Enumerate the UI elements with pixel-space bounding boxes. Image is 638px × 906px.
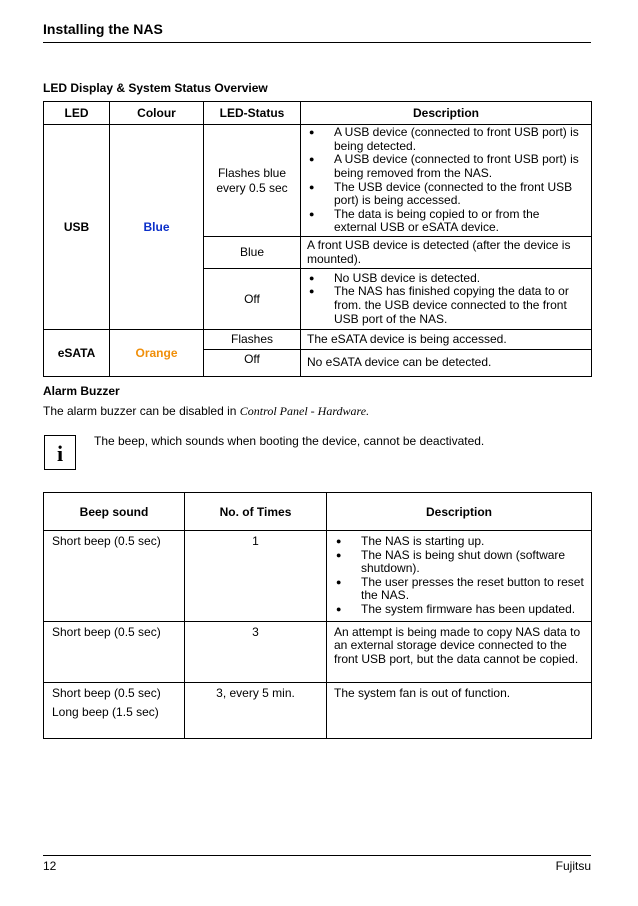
beep-sound-cell bbox=[44, 682, 185, 738]
description-cell: No eSATA device can be detected. bbox=[301, 350, 592, 377]
beep-sound-cell: Short beep (0.5 sec) bbox=[44, 621, 185, 682]
led-table-header-row bbox=[44, 102, 592, 125]
table-row bbox=[44, 330, 592, 350]
description-cell: The system fan is out of function. bbox=[327, 682, 592, 738]
led-colour-blue: Blue bbox=[110, 125, 204, 330]
description-cell: A front USB device is detected (after the device is mounted). bbox=[301, 237, 592, 269]
led-name-usb: USB bbox=[44, 125, 110, 330]
list-item: ● The data is being copied to or from the external USB or eSATA device. bbox=[307, 208, 585, 235]
description-cell bbox=[301, 269, 592, 330]
column-header-led: LED bbox=[44, 102, 110, 125]
column-header-description: Description bbox=[301, 102, 592, 125]
table-row bbox=[44, 682, 592, 738]
info-note-text: The beep, which sounds when booting the device, cannot be deactivated. bbox=[94, 434, 485, 448]
column-header-beep-sound: Beep sound bbox=[44, 493, 185, 531]
info-icon: i bbox=[44, 435, 76, 470]
led-status-table bbox=[43, 101, 592, 377]
alarm-text-prefix: The alarm buzzer can be disabled in bbox=[43, 404, 240, 418]
table-row bbox=[44, 531, 592, 622]
list-item: ● The USB device (connected to the front USB port) is being accessed. bbox=[307, 181, 585, 208]
led-status-off: Off bbox=[204, 350, 301, 377]
led-colour-orange: Orange bbox=[110, 330, 204, 377]
alarm-buzzer-text bbox=[43, 404, 369, 419]
control-panel-reference: Control Panel - Hardware. bbox=[239, 404, 370, 418]
description-cell bbox=[327, 531, 592, 622]
table-row bbox=[44, 621, 592, 682]
footer-rule bbox=[43, 855, 591, 856]
header-rule bbox=[43, 42, 591, 43]
led-name-esata: eSATA bbox=[44, 330, 110, 377]
beep-sound-table bbox=[43, 492, 592, 739]
footer-brand: Fujitsu bbox=[555, 859, 591, 873]
led-section-heading: LED Display & System Status Overview bbox=[43, 81, 268, 95]
description-cell bbox=[301, 125, 592, 237]
led-status-off: Off bbox=[204, 269, 301, 330]
beep-sound-cell: Short beep (0.5 sec) bbox=[44, 531, 185, 622]
description-cell: The eSATA device is being accessed. bbox=[301, 330, 592, 350]
led-status-flashes-blue: Flashes blue every 0.5 sec bbox=[204, 125, 301, 237]
beep-table-header-row bbox=[44, 493, 592, 531]
column-header-no-of-times: No. of Times bbox=[185, 493, 327, 531]
alarm-buzzer-heading: Alarm Buzzer bbox=[43, 384, 120, 398]
list-item: ● The user presses the reset button to reset the NAS. bbox=[334, 576, 584, 603]
list-item: ● The NAS is starting up. bbox=[334, 535, 584, 549]
column-header-colour: Colour bbox=[110, 102, 204, 125]
page-number: 12 bbox=[43, 859, 57, 873]
beep-times-cell: 3 bbox=[185, 621, 327, 682]
page-header-title: Installing the NAS bbox=[43, 21, 163, 37]
beep-times-cell: 1 bbox=[185, 531, 327, 622]
beep-times-cell: 3, every 5 min. bbox=[185, 682, 327, 738]
list-item: ● A USB device (connected to front USB port) is being detected. bbox=[307, 126, 585, 153]
led-status-blue: Blue bbox=[204, 237, 301, 269]
list-item: ● The NAS is being shut down (software shutdown). bbox=[334, 549, 584, 576]
list-item: ● The NAS has finished copying the data to or from. the USB device connected to the front USB port of the NAS. bbox=[307, 285, 585, 326]
list-item: ● A USB device (connected to front USB port) is being removed from the NAS. bbox=[307, 153, 585, 180]
column-header-led-status: LED-Status bbox=[204, 102, 301, 125]
list-item: ● No USB device is detected. bbox=[307, 272, 585, 286]
led-status-flashes: Flashes bbox=[204, 330, 301, 350]
table-row bbox=[44, 125, 592, 237]
beep-sound-short: Short beep (0.5 sec) bbox=[52, 685, 161, 700]
beep-sound-long: Long beep (1.5 sec) bbox=[52, 705, 159, 720]
list-item: ● The system firmware has been updated. bbox=[334, 603, 584, 617]
description-cell: An attempt is being made to copy NAS data to an external storage device connected to the front USB port, but the data cannot be copied. bbox=[327, 621, 592, 682]
column-header-description: Description bbox=[327, 493, 592, 531]
